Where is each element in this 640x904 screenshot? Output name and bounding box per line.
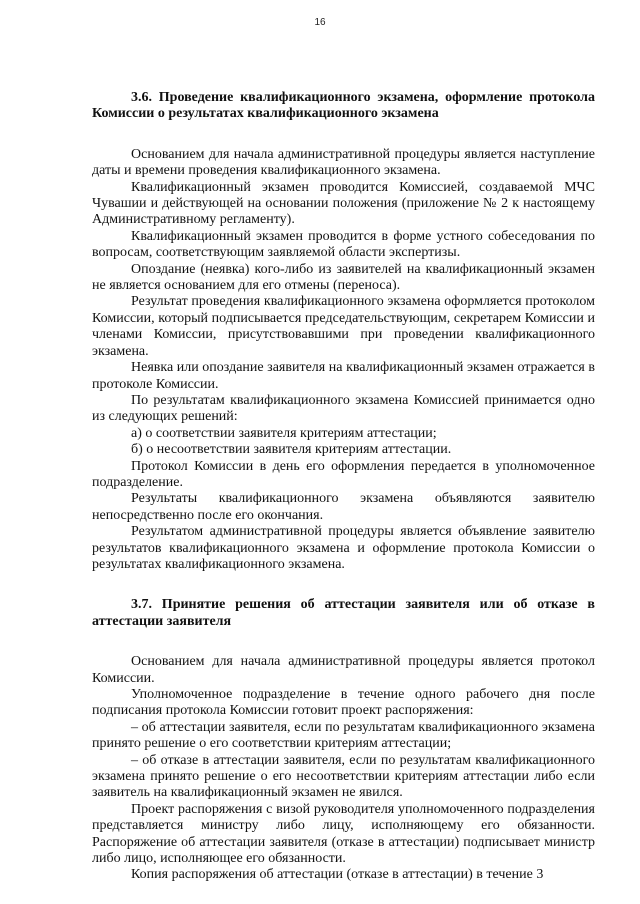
list-item: – об отказе в аттестации заявителя, если по результатам квалификационного экзамена принято решение о его несоответствии критериям аттестации либо если заявитель на квалификационный экзамен не явился. xyxy=(92,752,595,801)
paragraph: Опоздание (неявка) кого-либо из заявителей на квалификационный экзамен не является основанием для его отмены (переноса). xyxy=(92,261,595,294)
paragraph: Проект распоряжения с визой руководителя уполномоченного подразделения представляется министру либо лицу, исполняющему его обязанности. Распоряжение об аттестации заявителя (отказе в аттестации) подписывает министр либо лицо, исполняющее его обязанности. xyxy=(92,801,595,867)
paragraph: Уполномоченное подразделение в течение одного рабочего дня после подписания протокола Комиссии готовит проект распоряжения: xyxy=(92,687,595,719)
section-heading-3-7: 3.7. Принятие решения об аттестации заявителя или об отказе в аттестации заявителя xyxy=(92,597,595,629)
paragraph: Результат проведения квалификационного экзамена оформляется протоколом Комиссии, который подписывается председательствующим, секретарем Комиссии и членами Комиссии, присутствовавшими при проведении квалификационного экзамена. xyxy=(92,294,595,359)
list-item: б) о несоответствии заявителя критериям аттестации. xyxy=(131,442,452,458)
paragraph: Основанием для начала административной процедуры является протокол Комиссии. xyxy=(92,654,595,686)
page-number: 16 xyxy=(314,17,326,28)
paragraph: Основанием для начала административной процедуры является наступление даты и времени проведения квалификационного экзамена. xyxy=(92,146,595,179)
paragraph: Протокол Комиссии в день его оформления передается в уполномоченное подразделение. xyxy=(92,458,595,490)
list-item: – об аттестации заявителя, если по результатам квалификационного экзамена принято решение о его соответствии критериям аттестации; xyxy=(92,719,595,752)
paragraph: Результаты квалификационного экзамена объявляются заявителю непосредственно после его окончания. xyxy=(92,491,595,523)
paragraph: Копия распоряжения об аттестации (отказе в аттестации) в течение 3 xyxy=(131,867,544,883)
section-3-7-body xyxy=(92,654,595,884)
paragraph: Неявка или опоздание заявителя на квалификационный экзамен отражается в протоколе Комиссии. xyxy=(92,360,595,392)
paragraph: Квалификационный экзамен проводится Комиссией, создаваемой МЧС Чувашии и действующей на основании положения (приложение № 2 к настоящему Административному регламенту). xyxy=(92,179,595,228)
page-content xyxy=(92,90,595,884)
section-heading-3-6: 3.6. Проведение квалификационного экзамена, оформление протокола Комиссии о результатах квалификационного экзамена xyxy=(92,90,595,122)
list-item: а) о соответствии заявителя критериям аттестации; xyxy=(131,425,437,441)
paragraph: Квалификационный экзамен проводится в форме устного собеседования по вопросам, соответствующим заявляемой области экспертизы. xyxy=(92,228,595,261)
paragraph: Результатом административной процедуры является объявление заявителю результатов квалификационного экзамена и оформление протокола Комиссии о результатах квалификационного экзамена. xyxy=(92,524,595,572)
paragraph: По результатам квалификационного экзамена Комиссией принимается одно из следующих решений: xyxy=(92,392,595,425)
section-3-6-body xyxy=(92,147,595,574)
